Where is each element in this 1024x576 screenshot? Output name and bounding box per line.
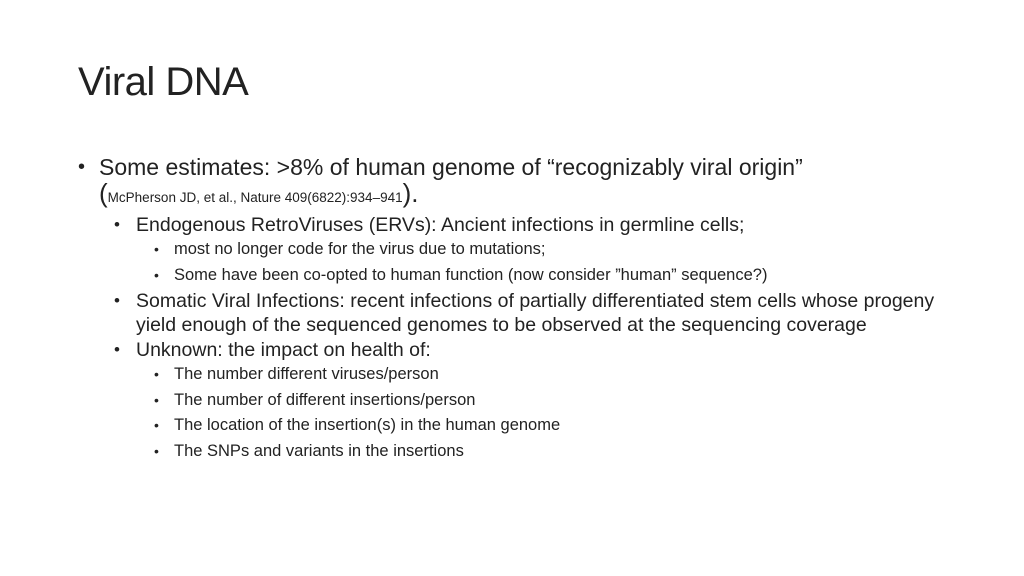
bullet-dot-icon: • — [154, 391, 159, 408]
bullet-level3 — [154, 439, 958, 465]
bullet-dot-icon: • — [154, 266, 159, 283]
bullet-text: The number different viruses/person — [174, 365, 439, 383]
bullet-level3 — [154, 388, 958, 414]
bullet-text: Some estimates: >8% of human genome of “recognizably viral origin” — [99, 154, 803, 180]
bullet-dot-icon: • — [78, 156, 86, 178]
bullet-level3 — [154, 237, 958, 263]
bullet-level3 — [154, 362, 958, 388]
slide-body — [78, 154, 958, 464]
bullet-text: Somatic Viral Infections: recent infections of partially differentiated stem cells whose progeny yield enough of the sequenced genomes to be observed at the sequencing coverage — [136, 290, 935, 336]
bullet-dot-icon: • — [114, 215, 120, 234]
bullet-level2 — [114, 338, 958, 362]
bullet-text: The number of different insertions/person — [174, 390, 476, 409]
bullet-level2 — [114, 289, 958, 337]
bullet-dot-icon: • — [154, 366, 159, 382]
bullet-dot-icon: • — [154, 417, 159, 433]
bullet-text: Unknown: the impact on health of: — [136, 339, 431, 361]
bullet-level2 — [114, 213, 958, 237]
bullet-level3 — [154, 413, 958, 439]
citation-close-paren: ). — [402, 178, 419, 208]
bullet-text: Endogenous RetroViruses (ERVs): Ancient infections in germline cells; — [136, 214, 745, 236]
bullet-text: The SNPs and variants in the insertions — [174, 441, 464, 460]
bullet-dot-icon: • — [114, 340, 120, 359]
bullet-level1 — [78, 154, 958, 211]
citation-text: McPherson JD, et al., Nature 409(6822):934–941 — [107, 190, 403, 205]
bullet-text: most no longer code for the virus due to mutations; — [174, 240, 546, 258]
citation-open-paren: ( — [99, 178, 108, 208]
bullet-dot-icon: • — [154, 241, 159, 257]
bullet-dot-icon: • — [114, 291, 120, 310]
slide-title: Viral DNA — [78, 60, 249, 104]
bullet-level3 — [154, 263, 958, 289]
bullet-text: The location of the insertion(s) in the human genome — [174, 416, 561, 434]
bullet-dot-icon: • — [154, 442, 159, 459]
bullet-text: Some have been co-opted to human function (now consider ”human” sequence?) — [174, 265, 768, 284]
